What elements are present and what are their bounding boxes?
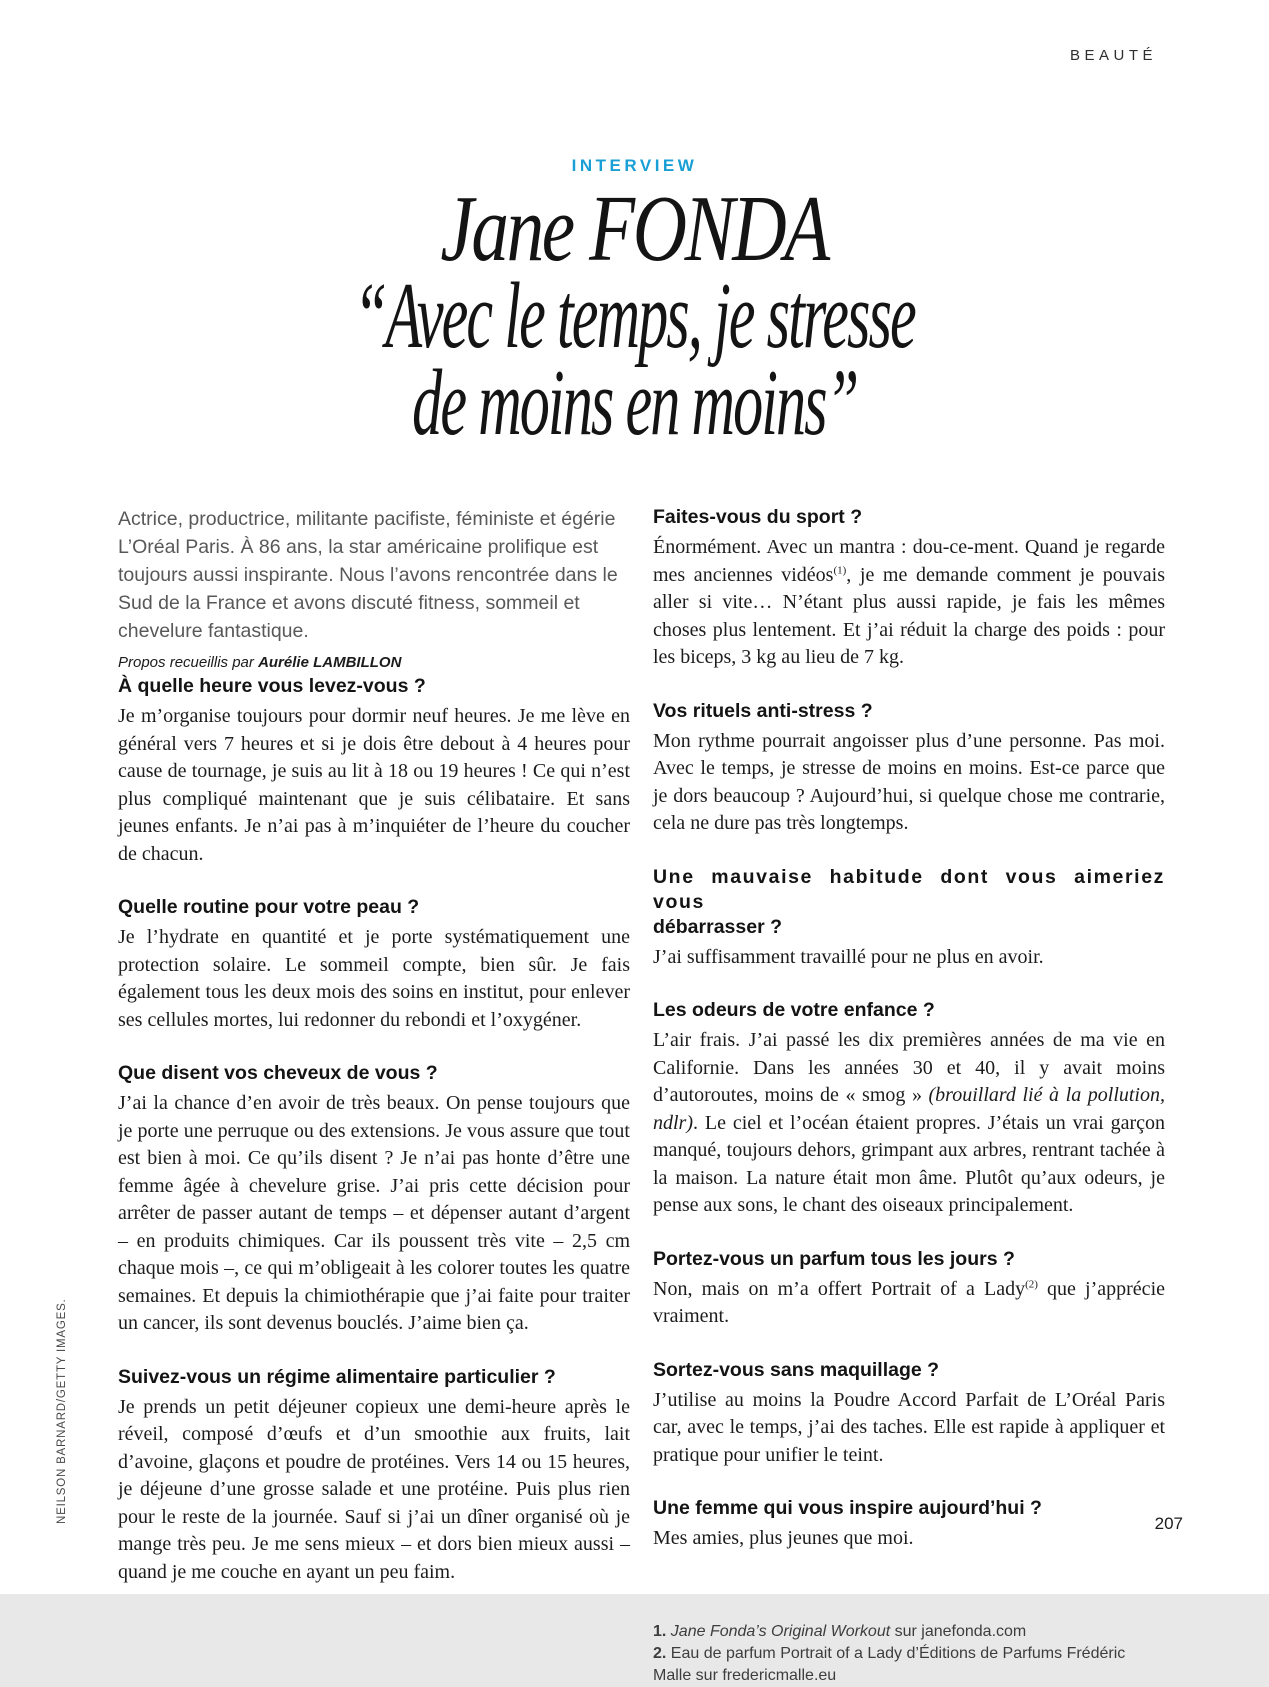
qa-block (653, 699, 1165, 838)
question: À quelle heure vous levez-vous ? (118, 675, 426, 697)
answer: Mes amies, plus jeunes que moi. (653, 1527, 914, 1549)
article-header (0, 156, 1269, 455)
left-qa-list (118, 674, 630, 1586)
answer: J’utilise au moins la Poudre Accord Parfait de L’Oréal Paris car, avec le temps, j’ai des taches. Elle est rapide à appliquer et pratique pour unifier le teint. (653, 1388, 1165, 1466)
article-title (0, 177, 1269, 455)
question: Quelle routine pour votre peau ? (118, 896, 420, 918)
page-number: 207 (1154, 1514, 1183, 1533)
footnotes (653, 1621, 1165, 1687)
byline-prefix: Propos recueillis par (118, 654, 259, 671)
title-line-1: Jane FONDA (440, 177, 829, 281)
title-line-2: “Avec le temps, je stresse (354, 264, 915, 368)
qa-block (653, 1247, 1165, 1331)
answer: Je prends un petit déjeuner copieux une demi-heure après le réveil, composé d’œufs et d’un smoothie aux fruits, lait d’avoine, glaçons et poudre de protéines. Vers 14 ou 15 heures, je déjeune d’une grosse salade et une protéine. Puis plus rien pour le reste de la journée. Sauf si j’ai un dîner organisé où je mange très peu. Je me sens mieux – et dors bien mieux aussi – quand je me couche en ayant un peu faim. (118, 1395, 630, 1583)
question: Une mauvaise habitude dont vous aimeriez vous (653, 865, 1165, 913)
answer: Je m’organise toujours pour dormir neuf heures. Je me lève en général vers 7 heures et si je dois être debout à 4 heures pour cause de tournage, je suis au lit à 18 ou 19 heures ! Ce qui n’est plus compliqué maintenant que je suis célibataire. Et sans jeunes enfants. Je n’ai pas à m’inquiéter de l’heure du coucher de chacun. (118, 705, 630, 865)
question: Que disent vos cheveux de vous ? (118, 1062, 438, 1084)
right-column (653, 505, 1165, 1687)
byline-author: Aurélie LAMBILLON (258, 654, 402, 671)
question: Suivez-vous un régime alimentaire particulier ? (118, 1365, 556, 1388)
intro-paragraph: Actrice, productrice, militante pacifiste, féministe et égérie L’Oréal Paris. À 86 ans, la star américaine prolifique est toujours aussi inspirante. Nous l’avons rencontrée dans le Sud de la France et avons discuté fitness, sommeil et chevelure fantastique. (118, 508, 618, 642)
footnote: 2. Eau de parfum Portrait of a Lady d’Éditions de Parfums Frédéric Malle sur fredericmalle.eu (653, 1644, 1126, 1684)
qa-block (653, 998, 1165, 1220)
question-line2: débarrasser ? (653, 915, 782, 938)
question: Une femme qui vous inspire aujourd’hui ? (653, 1497, 1042, 1519)
photo-credit: NEILSON BARNARD/GETTY IMAGES. (56, 1298, 68, 1524)
question: Faites-vous du sport ? (653, 506, 863, 528)
kicker: INTERVIEW (571, 156, 698, 175)
footnote: 1. Jane Fonda’s Original Workout sur janefonda.com (653, 1622, 1027, 1640)
question: Les odeurs de votre enfance ? (653, 999, 935, 1021)
qa-block (653, 1358, 1165, 1470)
question: Portez-vous un parfum tous les jours ? (653, 1247, 1015, 1270)
qa-block (118, 674, 630, 868)
section-label: BEAUTÉ (1069, 47, 1157, 64)
answer: Non, mais on m’a offert Portrait of a Lady$^{(2)}$ que j’apprécie vraiment. (653, 1277, 1165, 1327)
answer: L’air frais. J’ai passé les dix premières années de ma vie en Californie. Dans les années 30 et 40, il y avait moins d’autoroutes, moins de « smog » (brouillard lié à la pollution, ndlr). Le ciel et l’océan étaient propres. J’étais un vrai garçon manqué, toujours dehors, grimpant aux arbres, rentrant tachée à la maison. La nature était mon âme. Plutôt qu’aux odeurs, je pense aux sons, le chant des oiseaux principalement. (653, 1029, 1165, 1216)
answer: J’ai suffisamment travaillé pour ne plus en avoir. (653, 945, 1044, 968)
qa-block (118, 1365, 630, 1587)
answer: Mon rythme pourrait angoisser plus d’une personne. Pas moi. Avec le temps, je stresse de moins en moins. Est-ce parce que je dors beaucoup ? Aujourd’hui, si quelque chose me contrarie, cela ne dure pas très longtemps. (653, 729, 1165, 834)
qa-block (118, 1061, 630, 1338)
qa-block (653, 865, 1165, 972)
byline (118, 652, 630, 674)
answer: Énormément. Avec un mantra : dou-ce-ment. Quand je regarde mes anciennes vidéos$^{(1)}$, je me demande comment je pouvais aller si vite… N’étant plus aussi rapide, je fais les mêmes choses plus lentement. Et j’ai réduit la charge des poids : pour les biceps, 3 kg au lieu de 7 kg. (653, 536, 1165, 668)
qa-block (653, 505, 1165, 672)
answer: Je l’hydrate en quantité et je porte systématiquement une protection solaire. Le sommeil compte, bien sûr. Je fais également tous les deux mois des soins en institut, pour enlever ses cellules mortes, lui redonner du rebondi et l’oxygéner. (118, 926, 630, 1031)
qa-block (118, 895, 630, 1034)
question: Sortez-vous sans maquillage ? (653, 1358, 940, 1381)
left-column (118, 505, 630, 1586)
answer: J’ai la chance d’en avoir de très beaux. On pense toujours que je porte une perruque ou des extensions. Je vous assure que tout est bien à moi. Ce qu’ils disent ? Je n’ai pas honte d’être une femme âgée à chevelure grise. J’ai pris cette décision pour arrêter de passer autant de temps – et dépenser autant d’argent – en produits chimiques. Car ils poussent très vite – 2,5 cm chaque mois –, ce qui m’obligeait à les colorer toutes les quatre semaines. Et depuis la chimiothérapie que j’ai faite pour traiter un cancer, ils sont devenus bouclés. J’aime bien ça. (118, 1092, 630, 1334)
title-line-3: de moins en moins” (411, 351, 858, 455)
qa-block (653, 1496, 1165, 1553)
question: Vos rituels anti-stress ? (653, 699, 873, 722)
right-qa-list (653, 505, 1165, 1553)
